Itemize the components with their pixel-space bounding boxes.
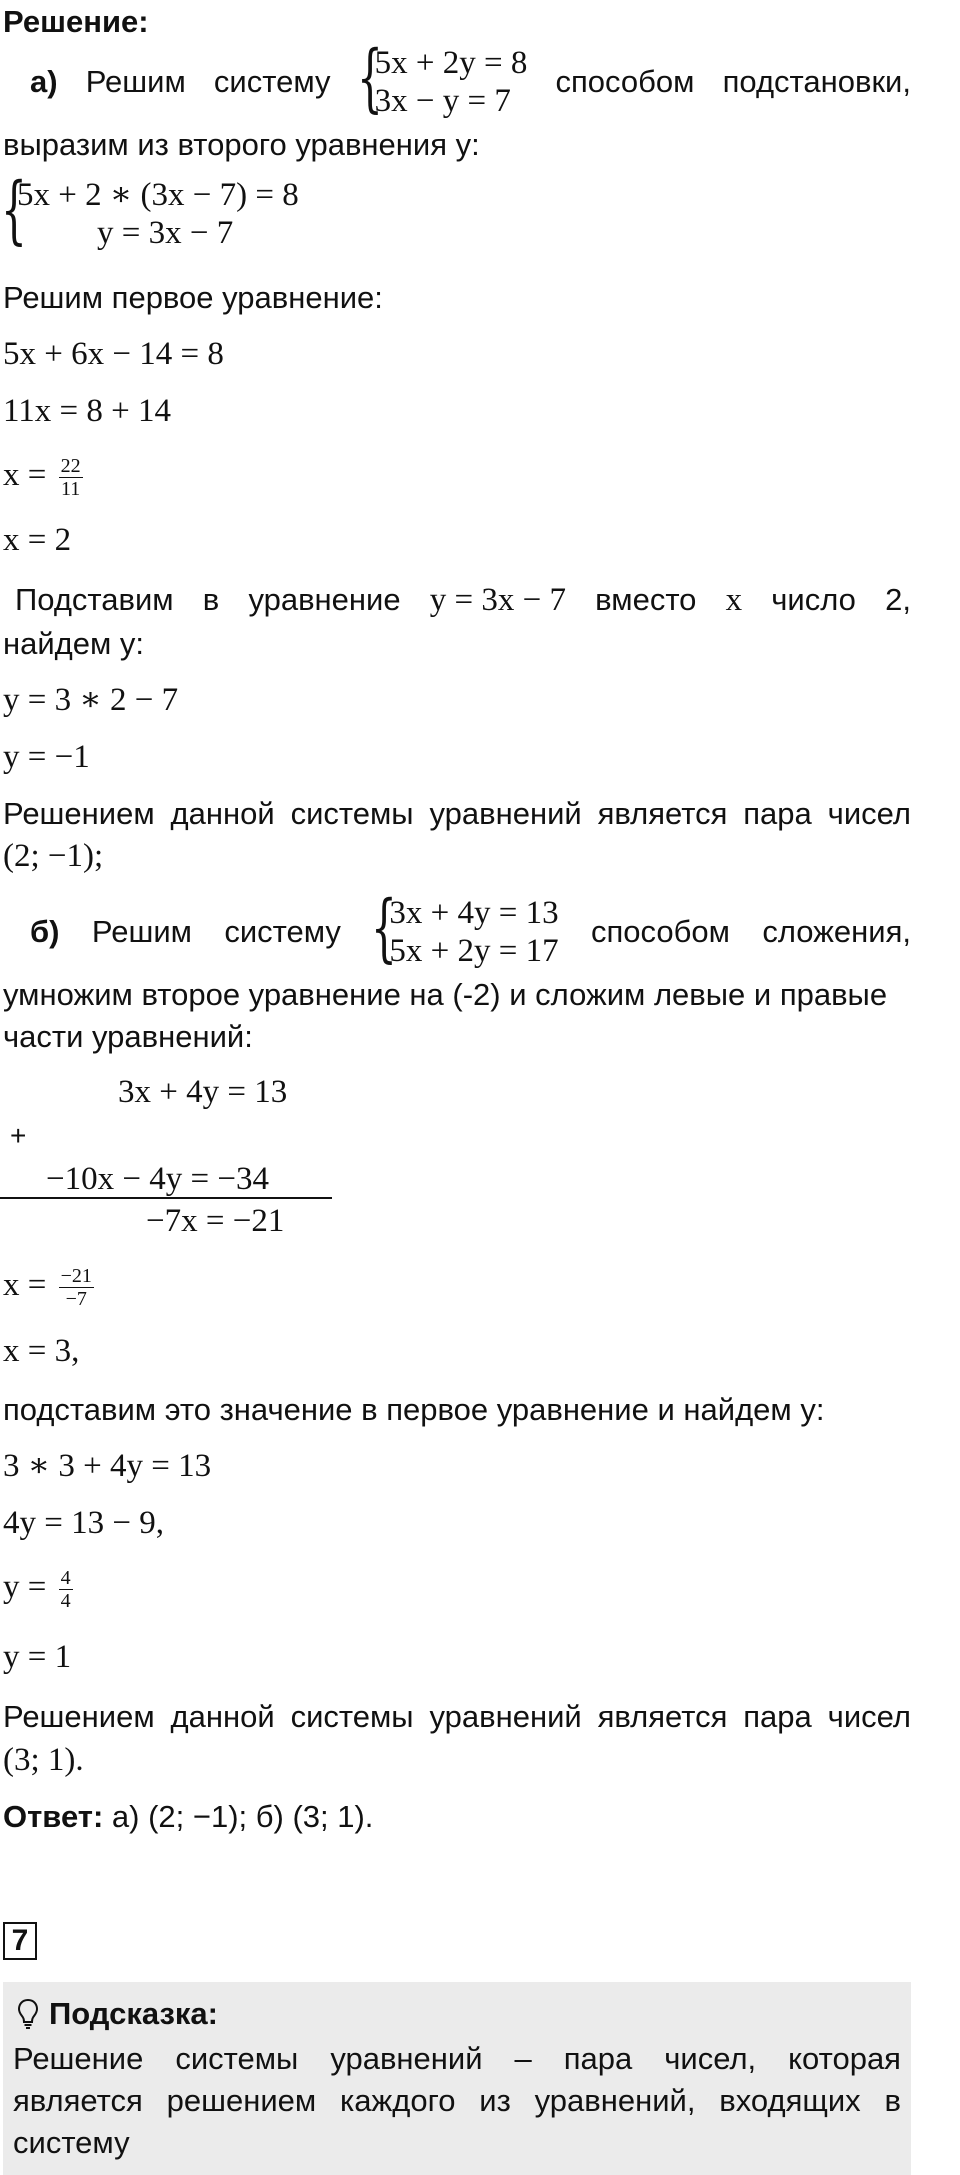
- brace-icon: {: [356, 35, 383, 121]
- add-plus: +: [10, 1120, 27, 1151]
- frac-num: −21: [60, 1265, 92, 1287]
- word: является: [13, 2083, 143, 2118]
- word: чисел: [827, 796, 911, 831]
- word: уравнений,: [534, 2083, 696, 2118]
- solution-heading: Решение:: [3, 4, 149, 39]
- word: уравнений: [429, 796, 582, 831]
- eq-a1: 5x + 6x − 14 = 8: [3, 336, 224, 372]
- part-b-line3: части уравнений:: [3, 1019, 253, 1054]
- word: пара: [743, 1699, 812, 1734]
- word: в: [884, 2083, 901, 2118]
- add-top: 3x + 4y = 13: [118, 1074, 288, 1110]
- sub-system-eq1: 5x + 2 ∗ (3x − 7) = 8: [17, 177, 299, 213]
- eq-b3: 3 ∗ 3 + 4y = 13: [3, 1448, 212, 1484]
- brace-icon: {: [1, 167, 27, 253]
- hint-header: [17, 1994, 218, 2034]
- word: чисел: [827, 1699, 911, 1734]
- part-b-line2: умножим второе уравнение на (-2) и сложим левые и правые: [3, 977, 888, 1012]
- add-divider: [0, 1197, 332, 1199]
- word: системы: [290, 1699, 414, 1734]
- word: является: [597, 796, 728, 831]
- system-b-eq1: 3x + 4y = 13: [389, 895, 559, 931]
- lightbulb-icon: [17, 1998, 39, 2030]
- word: –: [514, 2041, 532, 2076]
- system-a-eq2: 3x − y = 7: [374, 83, 511, 119]
- part-a-intro: [3, 35, 911, 124]
- conclusion-b: [3, 1695, 911, 1739]
- word: подстановки,: [722, 64, 911, 99]
- eq-lhs: x =: [3, 457, 47, 494]
- answer-text: а) (2; −1); б) (3; 1).: [103, 1799, 374, 1834]
- eq-lhs: y =: [3, 1569, 47, 1606]
- find-y: найдем y:: [3, 626, 145, 661]
- word: вместо: [595, 582, 697, 617]
- system-a-eq1: 5x + 2y = 8: [374, 45, 528, 81]
- frac-num: 4: [60, 1567, 71, 1589]
- answer-line: [3, 1797, 373, 1837]
- word: которая: [788, 2041, 901, 2076]
- hint-text: [13, 2038, 901, 2164]
- conclusion-a-pair: (2; −1);: [3, 838, 104, 874]
- add-result: −7x = −21: [146, 1203, 285, 1239]
- eq-a5: y = 3 ∗ 2 − 7: [3, 682, 179, 718]
- word: Решением: [3, 1699, 155, 1734]
- word: каждого: [340, 2083, 456, 2118]
- eq-a6: y = −1: [3, 739, 90, 775]
- eq-b2: x = 3,: [3, 1333, 80, 1369]
- add-bottom: −10x − 4y = −34: [46, 1161, 269, 1197]
- part-a-label: а): [30, 64, 58, 99]
- system-b: [371, 885, 559, 971]
- word: уравнение: [248, 582, 401, 617]
- frac-den: −7: [65, 1288, 87, 1310]
- conclusion-a: [3, 792, 911, 836]
- word: является: [597, 1699, 728, 1734]
- hint-box: [3, 1982, 911, 2175]
- frac-den: 4: [60, 1590, 71, 1612]
- solve-first: Решим первое уравнение:: [3, 280, 383, 315]
- eq-a2: 11x = 8 + 14: [3, 393, 171, 429]
- hint-title: Подсказка:: [49, 1996, 218, 2031]
- frac-den: 11: [60, 478, 81, 500]
- substitute-line: [3, 578, 911, 622]
- word: способом: [555, 64, 695, 99]
- word: Решим: [91, 914, 192, 949]
- word: пара: [563, 2041, 633, 2076]
- brace-icon: {: [371, 885, 398, 971]
- word: сложения,: [762, 914, 911, 949]
- eq-lhs: x =: [3, 1267, 47, 1304]
- part-b-label: б): [30, 914, 60, 949]
- word: 2,: [885, 582, 911, 617]
- word: Подставим: [15, 582, 174, 617]
- system-b-eq2: 5x + 2y = 17: [389, 933, 559, 969]
- hint-line3: систему: [13, 2125, 130, 2160]
- frac-num: 22: [60, 455, 81, 477]
- word: уравнений: [429, 1699, 582, 1734]
- word: x: [725, 581, 743, 618]
- eq-a3: [3, 455, 83, 500]
- sub-text-b: подставим это значение в первое уравнение и найдем y:: [3, 1392, 825, 1427]
- word: Решим: [85, 64, 186, 99]
- eq-b5: [3, 1567, 73, 1612]
- word: чисел,: [664, 2041, 757, 2076]
- word: число: [771, 582, 856, 617]
- word: Решением: [3, 796, 155, 831]
- word: способом: [590, 914, 730, 949]
- word: систему: [224, 914, 341, 949]
- word: системы: [175, 2041, 299, 2076]
- word: данной: [170, 796, 275, 831]
- sub-system-eq2: y = 3x − 7: [97, 215, 234, 251]
- eq-b4: 4y = 13 − 9,: [3, 1505, 164, 1541]
- eq-a4: x = 2: [3, 522, 72, 558]
- task-number: 7: [3, 1922, 37, 1960]
- word: входящих: [719, 2083, 861, 2118]
- word: пара: [743, 796, 812, 831]
- word: решением: [166, 2083, 317, 2118]
- word: y = 3x − 7: [429, 581, 566, 618]
- eq-b6: y = 1: [3, 1639, 72, 1675]
- word: данной: [170, 1699, 275, 1734]
- part-b-intro: [3, 885, 911, 974]
- sub-system-a: [1, 167, 299, 253]
- eq-b1: [3, 1265, 94, 1310]
- part-a-line2: выразим из второго уравнения y:: [3, 127, 480, 162]
- word: систему: [213, 64, 331, 99]
- word: системы: [290, 796, 414, 831]
- system-a: [356, 35, 528, 121]
- word: уравнений: [330, 2041, 483, 2076]
- answer-label: Ответ:: [3, 1799, 104, 1834]
- conclusion-b-pair: (3; 1).: [3, 1742, 84, 1778]
- word: из: [479, 2083, 511, 2118]
- word: Решение: [13, 2041, 144, 2076]
- word: в: [202, 582, 220, 617]
